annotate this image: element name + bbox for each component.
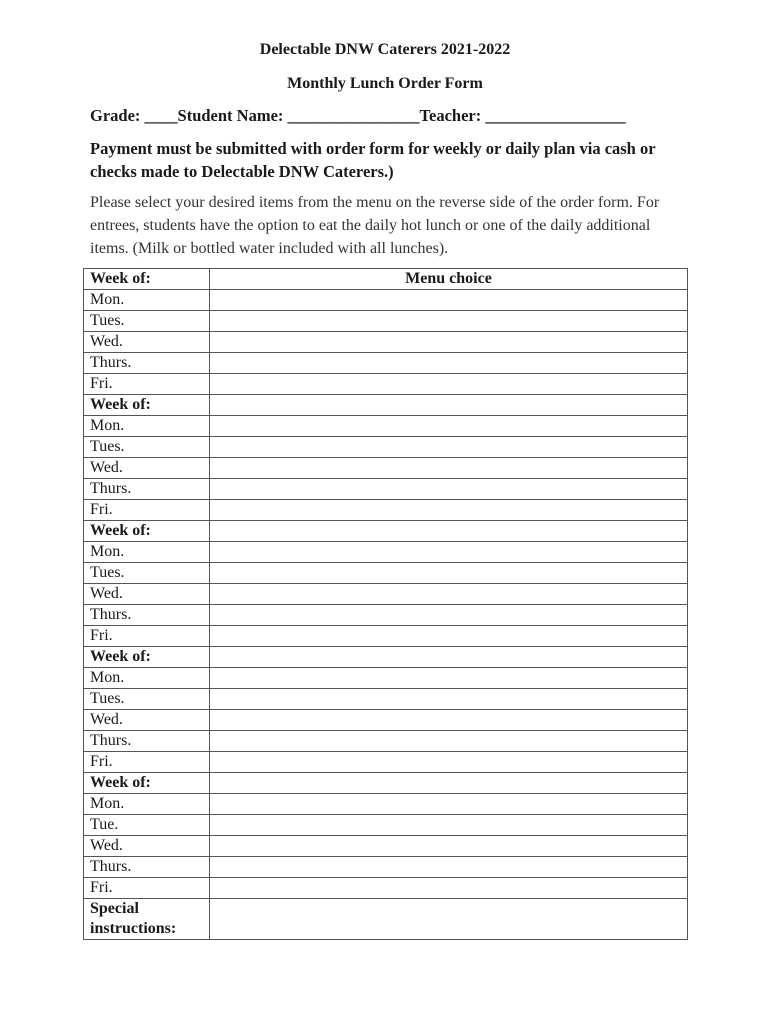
- special-instructions-label: Special instructions:: [84, 899, 210, 940]
- menu-choice-field[interactable]: [210, 731, 688, 752]
- day-label: Wed.: [84, 710, 210, 731]
- menu-choice-field[interactable]: [210, 836, 688, 857]
- day-label: Tues.: [84, 563, 210, 584]
- menu-choice-field[interactable]: [210, 626, 688, 647]
- day-label: Tue.: [84, 815, 210, 836]
- day-row: [84, 458, 688, 479]
- table-header-row: [84, 269, 688, 290]
- day-row: [84, 626, 688, 647]
- day-row: [84, 290, 688, 311]
- day-label: Thurs.: [84, 605, 210, 626]
- week-label: Week of:: [84, 773, 210, 794]
- menu-choice-field[interactable]: [210, 542, 688, 563]
- week-label: Week of:: [84, 647, 210, 668]
- special-instructions-row: [84, 899, 688, 940]
- day-row: [84, 353, 688, 374]
- menu-choice-field[interactable]: [210, 710, 688, 731]
- week-row: [84, 773, 688, 794]
- day-row: [84, 584, 688, 605]
- day-label: Thurs.: [84, 857, 210, 878]
- menu-choice-header: Menu choice: [210, 269, 688, 290]
- menu-choice-field[interactable]: [210, 605, 688, 626]
- day-label: Fri.: [84, 878, 210, 899]
- day-row: [84, 563, 688, 584]
- day-row: [84, 479, 688, 500]
- menu-choice-field[interactable]: [210, 752, 688, 773]
- menu-choice-field[interactable]: [210, 311, 688, 332]
- week-date-field[interactable]: [210, 395, 688, 416]
- day-row: [84, 416, 688, 437]
- payment-note: Payment must be submitted with order form for weekly or daily plan via cash or checks made to Delectable DNW Caterers.): [90, 139, 656, 181]
- day-label: Fri.: [84, 500, 210, 521]
- day-label: Wed.: [84, 458, 210, 479]
- week-label: Week of:: [84, 395, 210, 416]
- day-row: [84, 332, 688, 353]
- menu-choice-field[interactable]: [210, 668, 688, 689]
- menu-choice-field[interactable]: [210, 563, 688, 584]
- week-label: Week of:: [84, 269, 210, 290]
- day-row: [84, 605, 688, 626]
- special-instructions-field[interactable]: [210, 899, 688, 940]
- menu-choice-field[interactable]: [210, 479, 688, 500]
- week-date-field[interactable]: [210, 773, 688, 794]
- menu-choice-field[interactable]: [210, 857, 688, 878]
- menu-choice-field[interactable]: [210, 332, 688, 353]
- day-label: Thurs.: [84, 353, 210, 374]
- week-row: [84, 395, 688, 416]
- order-table: [83, 268, 688, 940]
- day-label: Mon.: [84, 290, 210, 311]
- day-label: Tues.: [84, 437, 210, 458]
- day-row: [84, 542, 688, 563]
- day-label: Mon.: [84, 668, 210, 689]
- day-row: [84, 857, 688, 878]
- day-label: Fri.: [84, 626, 210, 647]
- day-row: [84, 815, 688, 836]
- day-row: [84, 689, 688, 710]
- week-row: [84, 647, 688, 668]
- day-row: [84, 794, 688, 815]
- day-row: [84, 668, 688, 689]
- menu-choice-field[interactable]: [210, 353, 688, 374]
- menu-choice-field[interactable]: [210, 584, 688, 605]
- menu-choice-field[interactable]: [210, 689, 688, 710]
- day-row: [84, 311, 688, 332]
- menu-choice-field[interactable]: [210, 290, 688, 311]
- menu-choice-field[interactable]: [210, 500, 688, 521]
- day-row: [84, 437, 688, 458]
- day-label: Wed.: [84, 836, 210, 857]
- menu-choice-field[interactable]: [210, 374, 688, 395]
- menu-choice-field[interactable]: [210, 815, 688, 836]
- day-label: Tues.: [84, 311, 210, 332]
- menu-choice-field[interactable]: [210, 878, 688, 899]
- day-row: [84, 500, 688, 521]
- menu-choice-field[interactable]: [210, 794, 688, 815]
- week-row: [84, 521, 688, 542]
- day-label: Thurs.: [84, 479, 210, 500]
- day-label: Mon.: [84, 416, 210, 437]
- day-row: [84, 752, 688, 773]
- day-label: Wed.: [84, 332, 210, 353]
- day-row: [84, 731, 688, 752]
- day-label: Mon.: [84, 542, 210, 563]
- menu-choice-field[interactable]: [210, 437, 688, 458]
- day-label: Fri.: [84, 752, 210, 773]
- week-label: Week of:: [84, 521, 210, 542]
- week-date-field[interactable]: [210, 647, 688, 668]
- day-label: Wed.: [84, 584, 210, 605]
- day-row: [84, 878, 688, 899]
- day-label: Mon.: [84, 794, 210, 815]
- day-row: [84, 374, 688, 395]
- day-row: [84, 836, 688, 857]
- day-label: Thurs.: [84, 731, 210, 752]
- menu-choice-field[interactable]: [210, 458, 688, 479]
- instructions-paragraph: Please select your desired items from the menu on the reverse side of the order form. For entrees, students have the option to eat the daily hot lunch or one of the daily additional items. (Milk or bottled water included with all lunches).: [90, 194, 660, 257]
- menu-choice-field[interactable]: [210, 416, 688, 437]
- student-info-line: Grade: ____Student Name: ________________Teacher: _________________: [90, 106, 626, 125]
- form-title: Delectable DNW Caterers 2021-2022: [259, 41, 511, 58]
- day-label: Tues.: [84, 689, 210, 710]
- day-label: Fri.: [84, 374, 210, 395]
- week-date-field[interactable]: [210, 521, 688, 542]
- form-subtitle: Monthly Lunch Order Form: [287, 75, 483, 92]
- day-row: [84, 710, 688, 731]
